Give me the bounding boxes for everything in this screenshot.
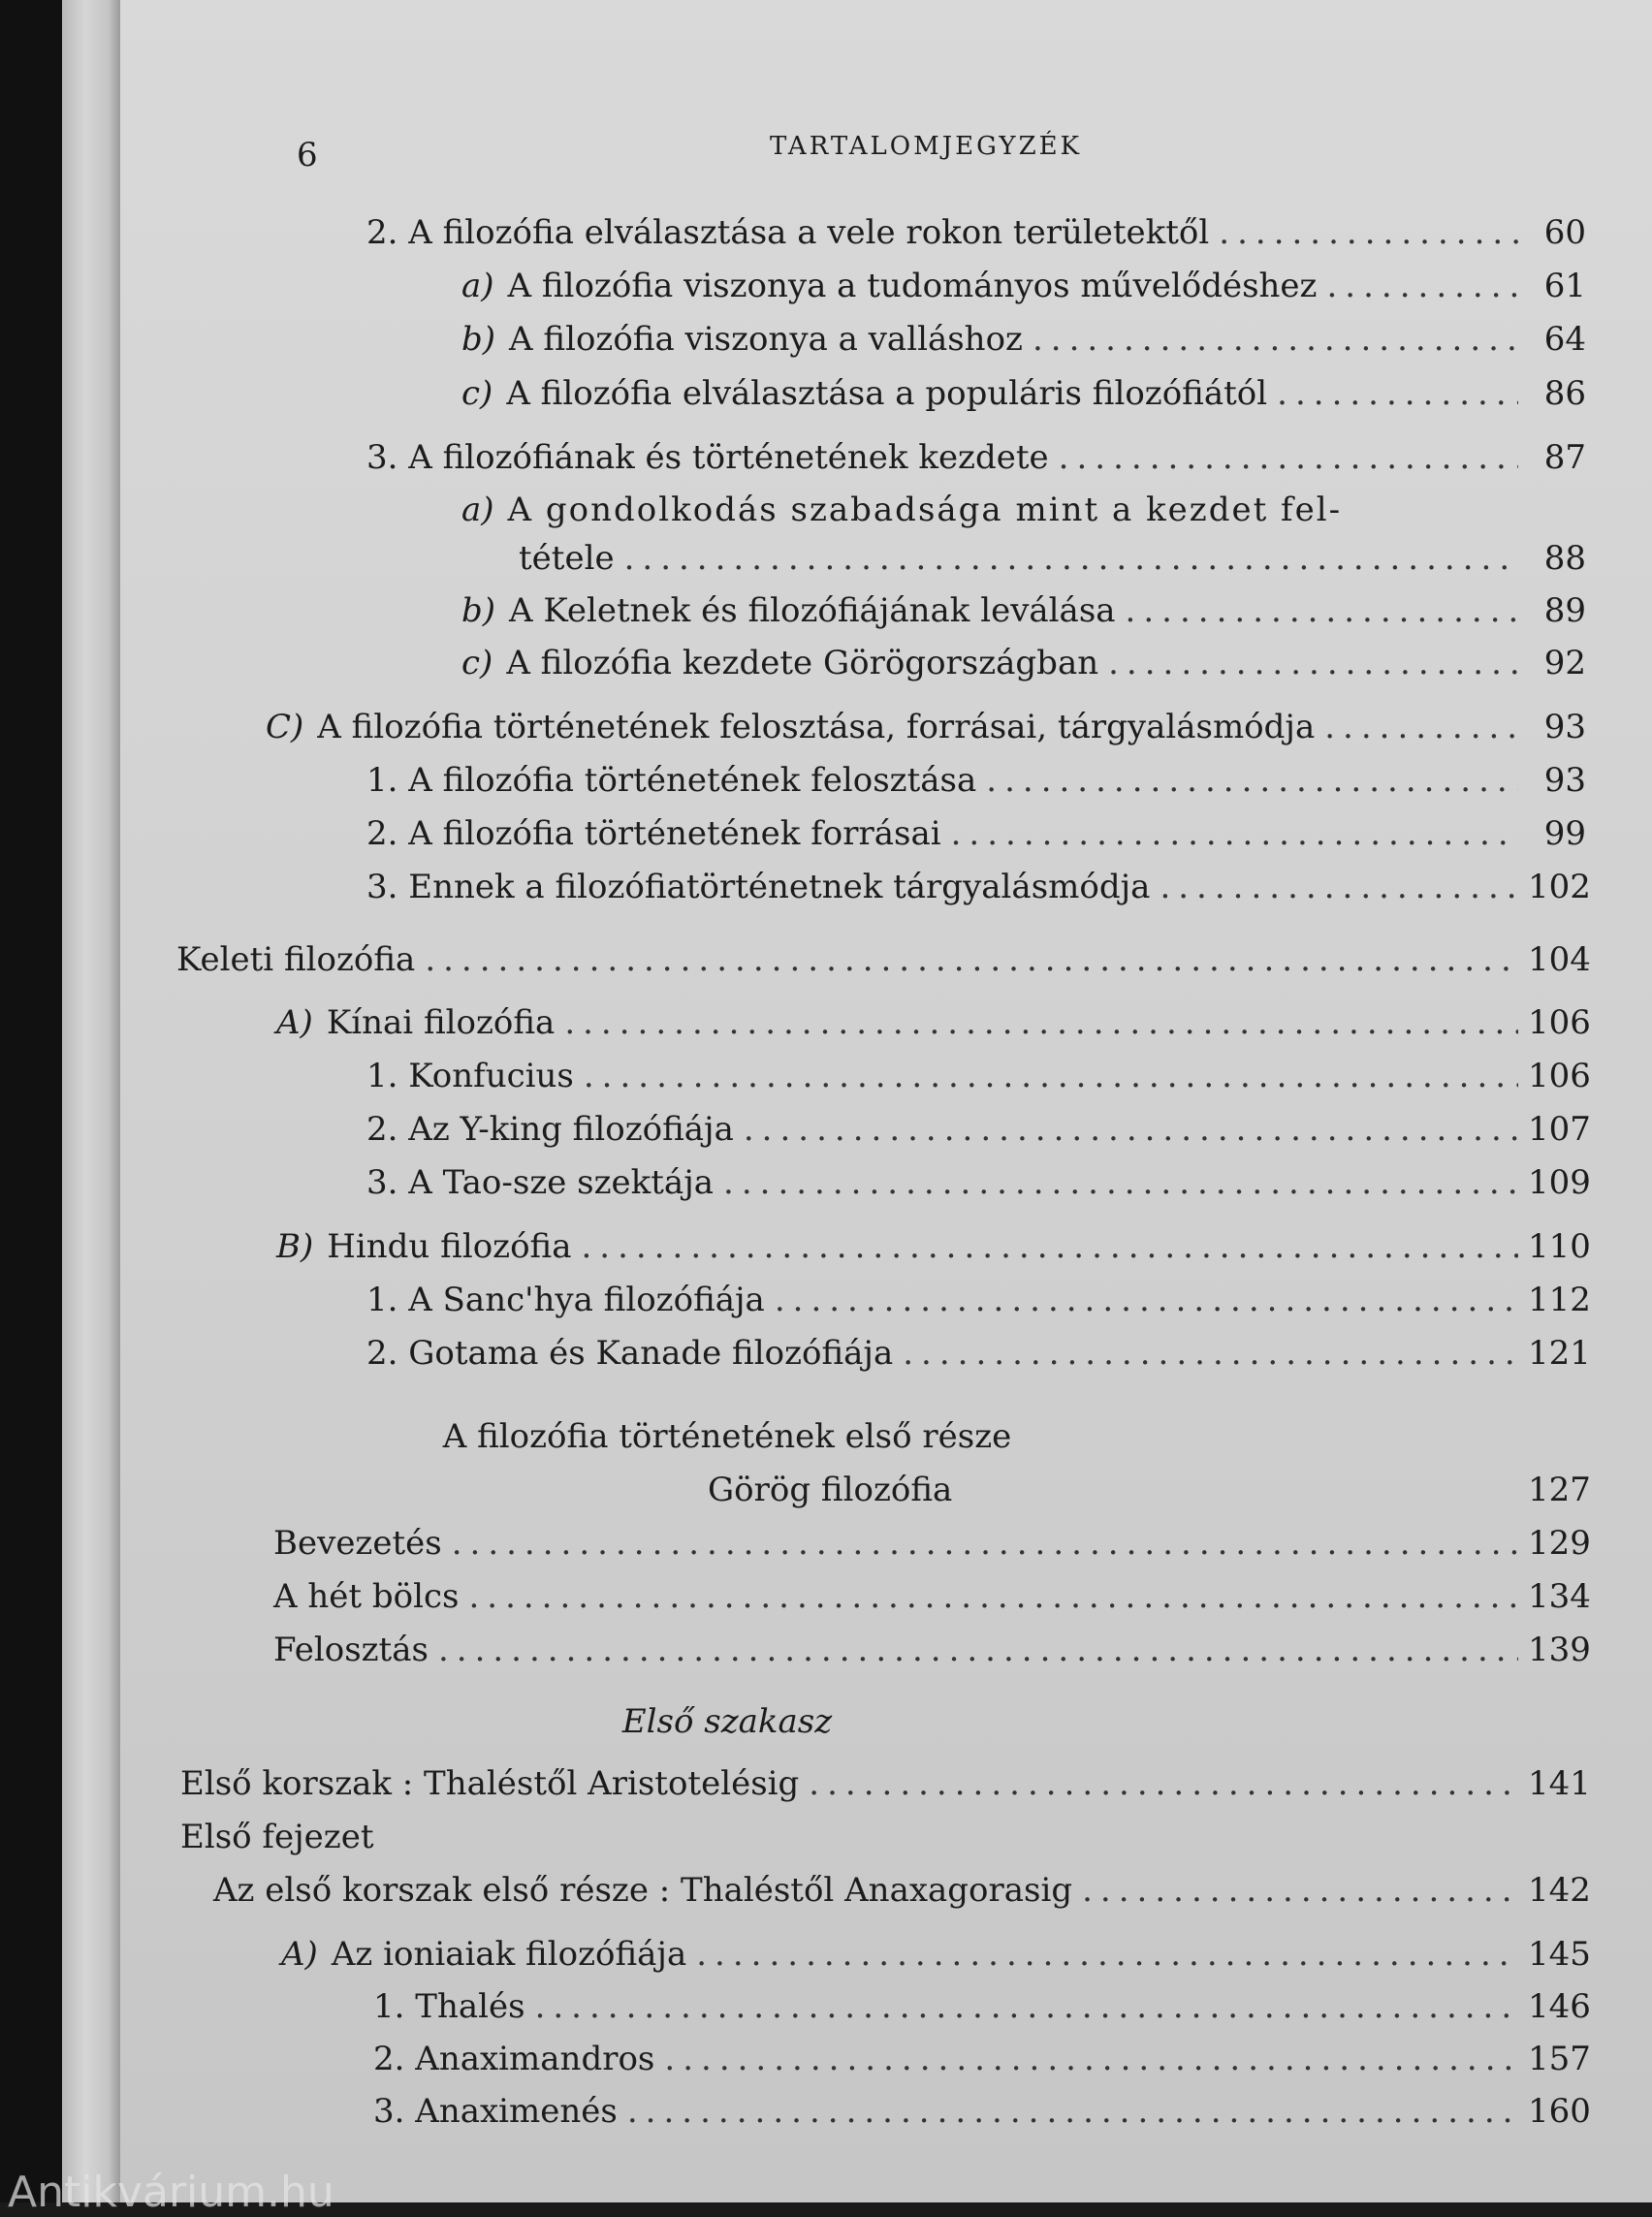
entry-page: 104	[1528, 940, 1591, 979]
leader-dots	[582, 1225, 1519, 1268]
entry-title: A filozófia elválasztása a vele rokon területektől	[408, 213, 1210, 252]
leader-dots	[1082, 1869, 1518, 1912]
toc-entry	[461, 372, 1586, 415]
entry-page: 106	[1528, 1057, 1591, 1095]
leader-dots	[1059, 436, 1518, 479]
entry-page: 93	[1543, 761, 1586, 800]
toc-entry	[273, 1629, 1591, 1671]
entry-page: 141	[1528, 1764, 1591, 1803]
leader-dots	[903, 1332, 1518, 1375]
entry-page: 102	[1528, 868, 1591, 906]
toc-entry	[176, 938, 1591, 981]
entry-title: A filozófia történetének felosztása, forrásai, tárgyalásmódja	[317, 708, 1316, 746]
entry-page: 107	[1528, 1110, 1591, 1149]
toc-entry	[276, 1225, 1591, 1268]
entry-page: 61	[1543, 267, 1586, 305]
entry-title: Anaximenés	[415, 2092, 618, 2131]
entry-number: 2.	[373, 2040, 405, 2078]
toc-entry	[366, 436, 1586, 479]
entry-title: Bevezetés	[273, 1524, 442, 1563]
entry-page: 112	[1528, 1281, 1591, 1319]
entry-page: 121	[1528, 1334, 1591, 1373]
toc-entry	[366, 211, 1586, 254]
toc-entry	[373, 2038, 1591, 2080]
entry-letter: b)	[461, 591, 496, 630]
entry-page: 129	[1528, 1524, 1591, 1563]
entry-number: 3.	[366, 438, 398, 477]
book-page	[120, 0, 1652, 2202]
entry-title: Hindu filozófia	[327, 1227, 572, 1266]
entry-title: Thalés	[415, 1987, 525, 2026]
toc-entry	[281, 1933, 1591, 1976]
entry-letter: c)	[461, 644, 493, 682]
toc-entry	[366, 1161, 1591, 1204]
entry-page: 89	[1543, 591, 1586, 630]
leader-dots	[664, 2038, 1518, 2080]
leader-dots	[627, 2090, 1518, 2133]
entry-page: 134	[1528, 1577, 1591, 1616]
entry-title: A hét bölcs	[273, 1577, 460, 1616]
entry-letter: B)	[276, 1227, 314, 1266]
toc-entry	[273, 1522, 1591, 1565]
entry-letter: a)	[461, 491, 494, 529]
entry-page: 109	[1528, 1163, 1591, 1202]
leader-dots	[951, 812, 1518, 855]
entry-title: A filozófia elválasztása a populáris filozófiától	[506, 374, 1268, 413]
leader-dots	[744, 1108, 1518, 1151]
toc-entry	[366, 1055, 1591, 1097]
running-head: TARTALOMJEGYZÉK	[770, 132, 1083, 161]
entry-page: 157	[1528, 2040, 1591, 2078]
leader-dots	[986, 759, 1518, 802]
entry-title: A filozófia történetének forrásai	[408, 814, 941, 853]
entry-number: 3.	[373, 2092, 405, 2131]
toc-entry	[461, 489, 1342, 531]
toc-entry	[519, 537, 1586, 580]
entry-number: 1.	[366, 761, 398, 800]
entry-title: Gotama és Kanade filozófiája	[408, 1334, 894, 1373]
entry-number: 2.	[366, 213, 398, 252]
toc-entry	[461, 318, 1586, 361]
entry-number: 3.	[366, 868, 398, 906]
entry-page: 64	[1543, 320, 1586, 359]
leader-dots	[564, 1001, 1518, 1044]
entry-page: 146	[1528, 1987, 1591, 2026]
entry-title: tétele	[519, 539, 615, 578]
entry-letter: a)	[461, 267, 494, 305]
entry-page: 92	[1543, 644, 1586, 682]
leader-dots	[1326, 265, 1518, 307]
leader-dots	[1108, 642, 1518, 684]
toc-entry	[266, 706, 1586, 748]
leader-dots	[1219, 211, 1518, 254]
entry-number: 3.	[366, 1163, 398, 1202]
toc-entry	[366, 812, 1586, 855]
entry-page: 88	[1543, 539, 1586, 578]
entry-page: 60	[1543, 213, 1586, 252]
toc-entry	[366, 1332, 1591, 1375]
leader-dots	[535, 1985, 1518, 2028]
toc-entry	[366, 866, 1591, 908]
watermark: Antikvárium.hu	[8, 2168, 334, 2217]
heading-page: 127	[1528, 1471, 1591, 1509]
toc-entry	[373, 1985, 1591, 2028]
leader-dots	[468, 1575, 1518, 1618]
leader-dots	[809, 1762, 1518, 1805]
entry-title: Az első korszak első része : Thaléstől Anaxagorasig	[213, 1871, 1073, 1910]
leader-dots	[1126, 589, 1518, 632]
entry-title: A filozófia kezdete Görögországban	[506, 644, 1099, 682]
leader-dots	[1032, 318, 1518, 361]
entry-title: A Keletnek és filozófiájának leválása	[509, 591, 1116, 630]
entry-page: 93	[1543, 708, 1586, 746]
entry-title: Az ioniaiak filozófiája	[331, 1935, 687, 1974]
entry-title: Konfucius	[408, 1057, 574, 1095]
entry-title: A filozófiának és történetének kezdete	[408, 438, 1049, 477]
entry-number: 2.	[366, 814, 398, 853]
toc-entry	[273, 1575, 1591, 1618]
entry-title: A gondolkodás szabadsága mint a kezdet fel-	[507, 491, 1343, 529]
entry-title: Felosztás	[273, 1631, 429, 1669]
entry-title: A Tao-sze szektája	[408, 1163, 715, 1202]
toc-entry	[366, 1279, 1591, 1321]
entry-page: 87	[1543, 438, 1586, 477]
toc-entry	[373, 2090, 1591, 2133]
page-number: 6	[297, 136, 318, 174]
heading-title: Görög filozófia	[708, 1471, 953, 1509]
greek-heading	[708, 1469, 1591, 1511]
part-heading: A filozófia történetének első része	[442, 1417, 1012, 1456]
leader-dots	[584, 1055, 1518, 1097]
entry-title: A filozófia történetének felosztása	[408, 761, 977, 800]
toc-entry	[276, 1001, 1591, 1044]
entry-letter: C)	[266, 708, 304, 746]
entry-page: 106	[1528, 1003, 1591, 1042]
toc-entry	[366, 1108, 1591, 1151]
entry-letter: b)	[461, 320, 496, 359]
entry-letter: A)	[281, 1935, 318, 1974]
entry-title: Anaximandros	[415, 2040, 655, 2078]
entry-letter: A)	[276, 1003, 313, 1042]
entry-number: 2.	[366, 1110, 398, 1149]
leader-dots	[452, 1522, 1518, 1565]
leader-dots	[624, 537, 1518, 580]
toc-entry	[366, 759, 1586, 802]
entry-page: 160	[1528, 2092, 1591, 2131]
leader-dots	[696, 1933, 1518, 1976]
book-spine-shadow	[0, 0, 62, 2202]
entry-title: Az Y-king filozófiája	[408, 1110, 734, 1149]
leader-dots	[775, 1279, 1518, 1321]
toc-entry	[180, 1762, 1591, 1805]
toc-entry	[461, 589, 1586, 632]
entry-number: 1.	[373, 1987, 405, 2026]
entry-number: 2.	[366, 1334, 398, 1373]
toc-entry	[461, 265, 1586, 307]
leader-dots	[438, 1629, 1518, 1671]
entry-page: 110	[1528, 1227, 1591, 1266]
leader-dots	[1160, 866, 1518, 908]
entry-title: Kínai filozófia	[326, 1003, 556, 1042]
entry-page: 145	[1528, 1935, 1591, 1974]
entry-title: A Sanc'hya filozófiája	[408, 1281, 765, 1319]
entry-page: 139	[1528, 1631, 1591, 1669]
toc-entry	[213, 1869, 1591, 1912]
toc-entry	[461, 642, 1586, 684]
entry-page: 99	[1543, 814, 1586, 853]
chapter-heading: Első fejezet	[180, 1818, 374, 1856]
entry-title: Első korszak : Thaléstől Aristotelésig	[180, 1764, 800, 1803]
leader-dots	[723, 1161, 1518, 1204]
entry-number: 1.	[366, 1281, 398, 1319]
entry-title: A filozófia viszonya a valláshoz	[509, 320, 1023, 359]
section-heading: Első szakasz	[621, 1702, 833, 1741]
entry-number: 1.	[366, 1057, 398, 1095]
entry-title: A filozófia viszonya a tudományos művelődéshez	[507, 267, 1318, 305]
entry-title: Ennek a filozófiatörténetnek tárgyalásmódja	[408, 868, 1151, 906]
leader-dots	[1277, 372, 1518, 415]
entry-title: Keleti filozófia	[176, 940, 416, 979]
entry-page: 142	[1528, 1871, 1591, 1910]
leader-dots	[425, 938, 1518, 981]
page-edges	[62, 0, 120, 2202]
entry-letter: c)	[461, 374, 493, 413]
entry-page: 86	[1543, 374, 1586, 413]
leader-dots	[1324, 706, 1518, 748]
